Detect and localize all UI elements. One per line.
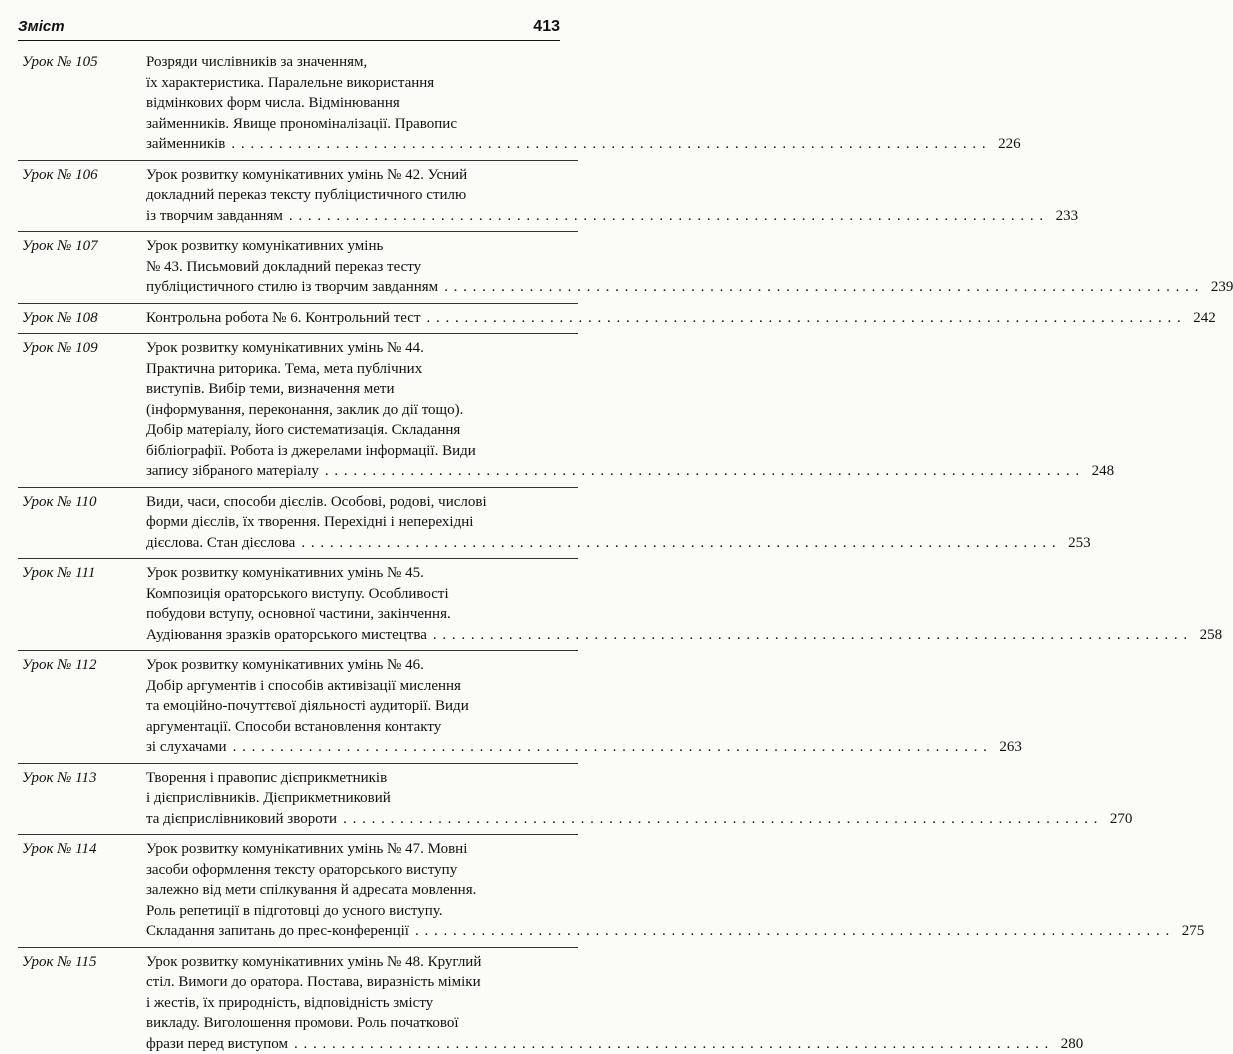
description-line: Урок розвитку комунікативних умінь № 45.	[146, 563, 563, 584]
dot-leader: . . . . . . . . . . . . . . . . . . . . . . . . . . . . . . . . . . . . . . . . . . . . . . . . . . . . . . . . . . . . . . . . . . . . . . . . . . . . . . . .	[289, 206, 1044, 227]
dot-leader: . . . . . . . . . . . . . . . . . . . . . . . . . . . . . . . . . . . . . . . . . . . . . . . . . . . . . . . . . . . . . . . . . . . . . . . . . . . . . . . .	[444, 277, 1199, 298]
description-line: викладу. Виголошення промови. Роль початкової	[146, 1013, 563, 1034]
page-ref[interactable]: 275	[1176, 921, 1204, 942]
lesson-description	[146, 563, 563, 645]
dot-leader: . . . . . . . . . . . . . . . . . . . . . . . . . . . . . . . . . . . . . . . . . . . . . . . . . . . . . . . . . . . . . . . . . . . . . . . . . . . . . . . .	[415, 921, 1170, 942]
lesson-description	[146, 952, 563, 1054]
entry-separator	[18, 487, 578, 488]
lesson-number: Урок № 114	[22, 839, 97, 860]
description-last-line	[146, 308, 563, 329]
lesson-description	[146, 165, 563, 227]
description-last-line	[146, 461, 563, 482]
dot-leader: . . . . . . . . . . . . . . . . . . . . . . . . . . . . . . . . . . . . . . . . . . . . . . . . . . . . . . . . . . . . . . . . . . . . . . . . . . . . . . . .	[301, 533, 1056, 554]
section-title: Зміст	[18, 18, 65, 35]
entry-separator	[18, 160, 578, 161]
lesson-number: Урок № 113	[22, 768, 97, 789]
toc-entry[interactable]	[18, 236, 578, 298]
description-line: Урок розвитку комунікативних умінь № 47. Мовні	[146, 839, 563, 860]
lesson-description	[146, 768, 563, 830]
description-line: бібліографії. Робота із джерелами інформації. Види	[146, 441, 563, 462]
lesson-description	[146, 52, 563, 155]
description-line: Урок розвитку комунікативних умінь	[146, 236, 563, 257]
description-line: стіл. Вимоги до оратора. Постава, виразність міміки	[146, 972, 563, 993]
lesson-number: Урок № 106	[22, 165, 98, 186]
entry-separator	[18, 834, 578, 835]
dot-leader: . . . . . . . . . . . . . . . . . . . . . . . . . . . . . . . . . . . . . . . . . . . . . . . . . . . . . . . . . . . . . . . . . . . . . . . . . . . . . . . .	[231, 134, 986, 155]
description-last-line	[146, 921, 563, 942]
description-last-line	[146, 277, 563, 298]
description-line: та дієприслівниковий звороти	[146, 809, 337, 830]
page-ref[interactable]: 263	[994, 737, 1022, 758]
entry-separator	[18, 947, 578, 948]
page-ref[interactable]: 226	[993, 134, 1021, 155]
toc-entry[interactable]	[18, 839, 578, 942]
dot-leader: . . . . . . . . . . . . . . . . . . . . . . . . . . . . . . . . . . . . . . . . . . . . . . . . . . . . . . . . . . . . . . . . . . . . . . . . . . . . . . . .	[433, 625, 1188, 646]
lesson-description	[146, 338, 563, 482]
description-last-line	[146, 737, 563, 758]
description-line: виступів. Вибір теми, визначення мети	[146, 379, 563, 400]
description-line: Добір аргументів і способів активізації мислення	[146, 676, 563, 697]
page-ref[interactable]: 242	[1188, 308, 1216, 329]
entry-separator	[18, 303, 578, 304]
lesson-description	[146, 236, 563, 298]
description-line: № 43. Письмовий докладний переказ тесту	[146, 257, 563, 278]
description-line: Композиція ораторського виступу. Особливості	[146, 584, 563, 605]
entry-separator	[18, 558, 578, 559]
description-line: і жестів, їх природність, відповідність змісту	[146, 993, 563, 1014]
lesson-number: Урок № 108	[22, 308, 98, 329]
description-line: займенників. Явище прономіналізації. Правопис	[146, 114, 563, 135]
toc-entry[interactable]	[18, 492, 578, 554]
description-line: залежно від мети спілкування й адресата мовлення.	[146, 880, 563, 901]
description-line: та емоційно-почуттєвої діяльності аудиторії. Види	[146, 696, 563, 717]
description-line: засоби оформлення тексту ораторського виступу	[146, 860, 563, 881]
description-last-line	[146, 809, 563, 830]
toc-entry[interactable]	[18, 308, 578, 329]
description-line: Творення і правопис дієприкметників	[146, 768, 563, 789]
lesson-description	[146, 655, 563, 758]
description-last-line	[146, 1034, 563, 1054]
description-last-line	[146, 134, 563, 155]
description-line: Практична риторика. Тема, мета публічних	[146, 359, 563, 380]
entry-separator	[18, 763, 578, 764]
page-header	[18, 14, 560, 41]
toc-entry[interactable]	[18, 165, 578, 227]
description-last-line	[146, 533, 563, 554]
page-number: 413	[533, 18, 560, 36]
lesson-number: Урок № 107	[22, 236, 98, 257]
toc-entry[interactable]	[18, 655, 578, 758]
toc-entry[interactable]	[18, 563, 578, 645]
lesson-description	[146, 839, 563, 942]
description-line: їх характеристика. Паралельне використання	[146, 73, 563, 94]
description-line: форми дієслів, їх творення. Перехідні і неперехідні	[146, 512, 563, 533]
page-ref[interactable]: 253	[1063, 533, 1091, 554]
page	[0, 0, 600, 932]
description-line: відмінкових форм числа. Відмінювання	[146, 93, 563, 114]
description-line: Роль репетиції в підготовці до усного виступу.	[146, 901, 563, 922]
lesson-number: Урок № 109	[22, 338, 98, 359]
description-last-line	[146, 625, 563, 646]
description-line: побудови вступу, основної частини, закінчення.	[146, 604, 563, 625]
lesson-description	[146, 492, 563, 554]
entry-separator	[18, 231, 578, 232]
description-line: Добір матеріалу, його систематизація. Складання	[146, 420, 563, 441]
page-ref[interactable]: 258	[1194, 625, 1222, 646]
lesson-number: Урок № 112	[22, 655, 97, 676]
page-ref[interactable]: 280	[1055, 1034, 1083, 1054]
description-line: запису зібраного матеріалу	[146, 461, 319, 482]
description-line: Аудіювання зразків ораторського мистецтва	[146, 625, 427, 646]
description-line: Урок розвитку комунікативних умінь № 48. Круглий	[146, 952, 563, 973]
description-line: докладний переказ тексту публіцистичного стилю	[146, 185, 563, 206]
description-line: зі слухачами	[146, 737, 227, 758]
description-line: (інформування, переконання, заклик до дії тощо).	[146, 400, 563, 421]
description-line: і дієприслівників. Дієприкметниковий	[146, 788, 563, 809]
description-line: із творчим завданням	[146, 206, 283, 227]
dot-leader: . . . . . . . . . . . . . . . . . . . . . . . . . . . . . . . . . . . . . . . . . . . . . . . . . . . . . . . . . . . . . . . . . . . . . . . . . . . . . . . .	[343, 809, 1098, 830]
description-line: фрази перед виступом	[146, 1034, 288, 1054]
toc-entry[interactable]	[18, 338, 578, 482]
description-line: Складання запитань до прес-конференції	[146, 921, 409, 942]
dot-leader: . . . . . . . . . . . . . . . . . . . . . . . . . . . . . . . . . . . . . . . . . . . . . . . . . . . . . . . . . . . . . . . . . . . . . . . . . . . . . . . .	[427, 308, 1182, 329]
dot-leader: . . . . . . . . . . . . . . . . . . . . . . . . . . . . . . . . . . . . . . . . . . . . . . . . . . . . . . . . . . . . . . . . . . . . . . . . . . . . . . . .	[294, 1034, 1049, 1054]
description-line: Види, часи, способи дієслів. Особові, родові, числові	[146, 492, 563, 513]
description-line: аргументації. Способи встановлення контакту	[146, 717, 563, 738]
lesson-number: Урок № 105	[22, 52, 98, 73]
toc-entry[interactable]	[18, 952, 578, 1054]
dot-leader: . . . . . . . . . . . . . . . . . . . . . . . . . . . . . . . . . . . . . . . . . . . . . . . . . . . . . . . . . . . . . . . . . . . . . . . . . . . . . . . .	[325, 461, 1080, 482]
page-ref[interactable]: 270	[1104, 809, 1132, 830]
description-line: Урок розвитку комунікативних умінь № 42. Усний	[146, 165, 563, 186]
entry-separator	[18, 650, 578, 651]
page-ref[interactable]: 248	[1086, 461, 1114, 482]
lesson-description	[146, 308, 563, 329]
description-last-line	[146, 206, 563, 227]
page-ref[interactable]: 233	[1050, 206, 1078, 227]
entry-separator	[18, 333, 578, 334]
description-line: Урок розвитку комунікативних умінь № 44.	[146, 338, 563, 359]
description-line: Розряди числівників за значенням,	[146, 52, 563, 73]
lesson-number: Урок № 110	[22, 492, 97, 513]
description-line: дієслова. Стан дієслова	[146, 533, 295, 554]
description-line: Урок розвитку комунікативних умінь № 46.	[146, 655, 563, 676]
dot-leader: . . . . . . . . . . . . . . . . . . . . . . . . . . . . . . . . . . . . . . . . . . . . . . . . . . . . . . . . . . . . . . . . . . . . . . . . . . . . . . . .	[233, 737, 988, 758]
toc-entry[interactable]	[18, 52, 578, 155]
lesson-number: Урок № 115	[22, 952, 97, 973]
toc-entry[interactable]	[18, 768, 578, 830]
description-line: Контрольна робота № 6. Контрольний тест	[146, 308, 421, 329]
description-line: займенників	[146, 134, 225, 155]
lesson-number: Урок № 111	[22, 563, 95, 584]
page-ref[interactable]: 239	[1205, 277, 1233, 298]
description-line: публіцистичного стилю із творчим завданням	[146, 277, 438, 298]
